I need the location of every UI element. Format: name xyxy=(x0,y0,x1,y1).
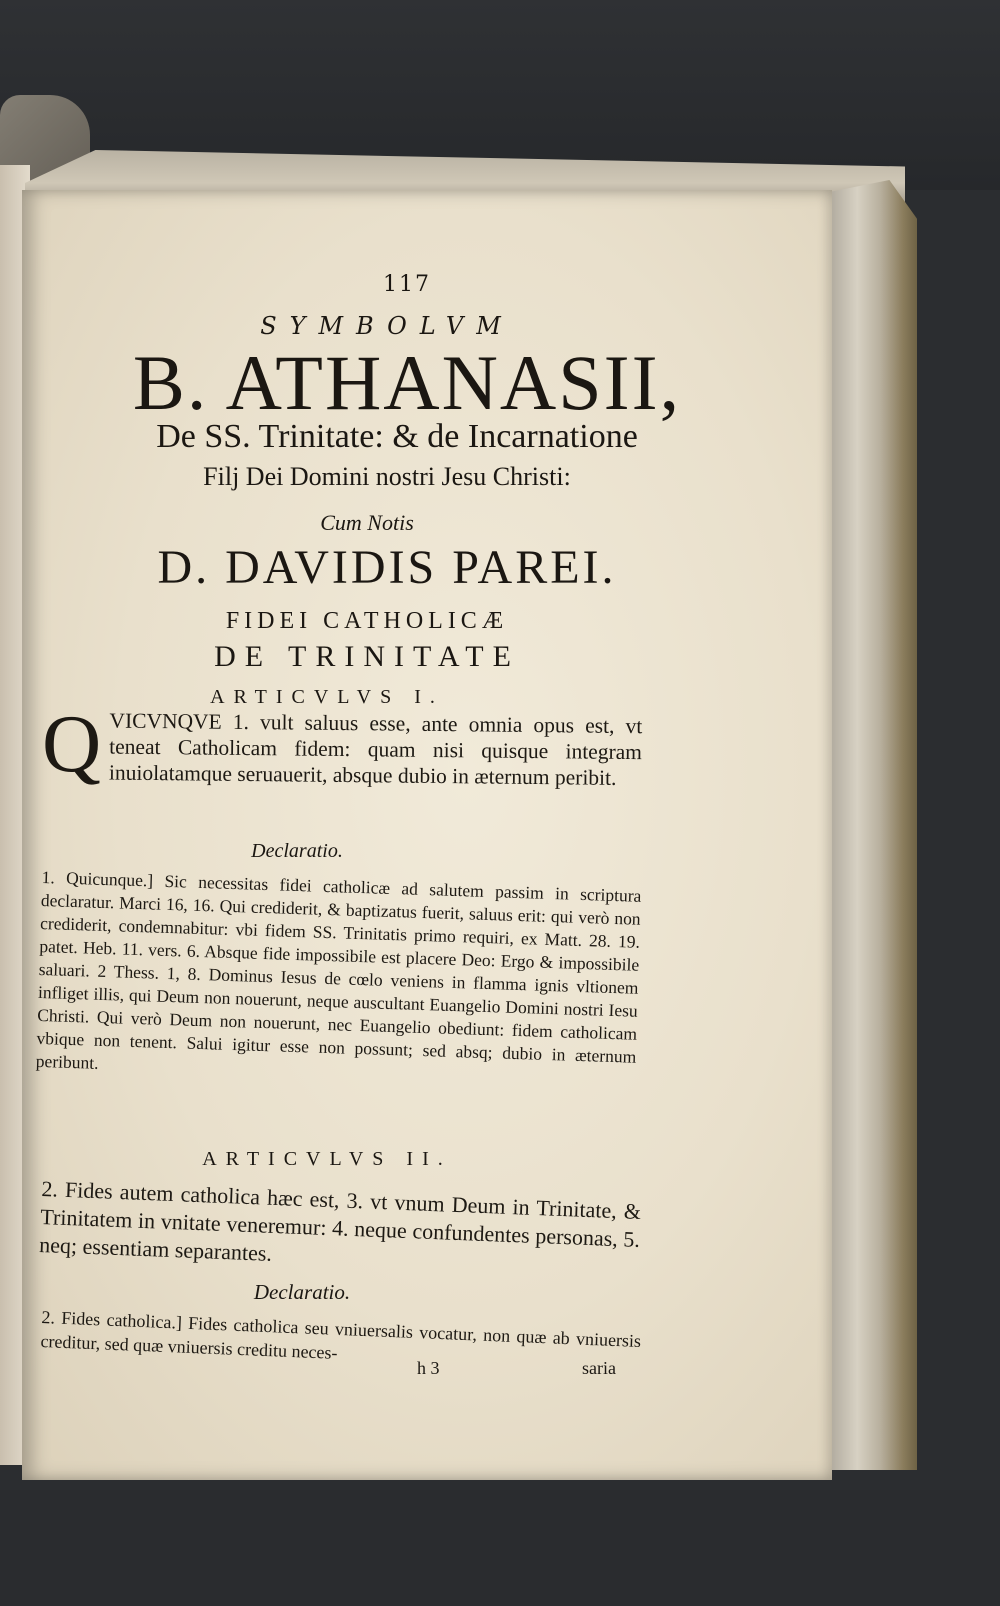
subtitle-trinitate: De SS. Trinitate: & de Incarnatione xyxy=(156,418,638,455)
articulus-1-heading: ARTICVLVS I. xyxy=(210,686,444,708)
declaratio-2-text: 2. Fides catholica.] Fides catholica seu vniuersalis vocatur, non quæ ab vniuersis creditur, sed quæ vniuersis creditu neces- xyxy=(40,1306,642,1363)
section-fidei: FIDEI CATHOLICÆ xyxy=(225,608,509,634)
page-number: 117 xyxy=(383,272,431,297)
declaratio-2-heading: Declaratio. xyxy=(253,1280,351,1304)
section-de-trinitate: DE TRINITATE xyxy=(214,640,520,673)
catchword: saria xyxy=(582,1358,616,1378)
drop-cap: Q xyxy=(41,697,102,790)
heading-athanasii: B. ATHANASII, xyxy=(132,339,682,426)
cum-notis: Cum Notis xyxy=(320,510,414,535)
background-bottom xyxy=(0,1490,1000,1606)
page-fore-edge xyxy=(825,180,917,1470)
author-davidis: D. DAVIDIS PAREI. xyxy=(157,541,617,594)
signature-mark: h 3 xyxy=(417,1358,440,1378)
book-page xyxy=(22,190,832,1480)
heading-symbolum: SYMBOLVM xyxy=(260,312,514,340)
declaratio-1-heading: Declaratio. xyxy=(251,840,343,862)
declaratio-1-text: 1. Quicunque.] Sic necessitas fidei catholicæ ad salutem passim in scriptura declaratur. Marci 16, 16. Qui crediderit, & baptizatus fuerit, saluus erit: qui verò non crediderit, condemnabitur: vbi fidem SS. Trinitatis primo requiri, ex Matt. 28. 19. patet. Heb. 11. vers. 6. Absque fide impossibile est placere Deo: Ergo & impossibile saluari. 2 Thess. 1, 8. Dominus Iesus de cœlo veniens in flamma ignis vltionem infliget illis, qui Deum non nouerunt, neque auscultant Euangelio Domini nostri Iesu Christi. Qui verò Deum non nouerunt, nec Euangelio obediunt: fidem catholicam vbique non tenent. Salui igitur esse non possunt; sed absq; dubio in æternum peribunt. xyxy=(35,866,642,1073)
subtitle-filj: Filj Dei Domini nostri Jesu Christi: xyxy=(203,462,571,491)
article-1-text: VICVNQVE 1. vult saluus esse, ante omnia opus est, vt teneat Catholicam fidem: quam nisi quisque integram inuiolatamque seruauerit, absque dubio in æternum peribit. xyxy=(108,708,643,790)
articulus-2-heading: ARTICVLVS II. xyxy=(202,1148,452,1170)
article-2-text: 2. Fides autem catholica hæc est, 3. vt vnum Deum in Trinitate, & Trinitatem in vnitate veneremur: 4. neque confundentes personas, 5. neq; essentiam separantes. xyxy=(38,1175,642,1266)
